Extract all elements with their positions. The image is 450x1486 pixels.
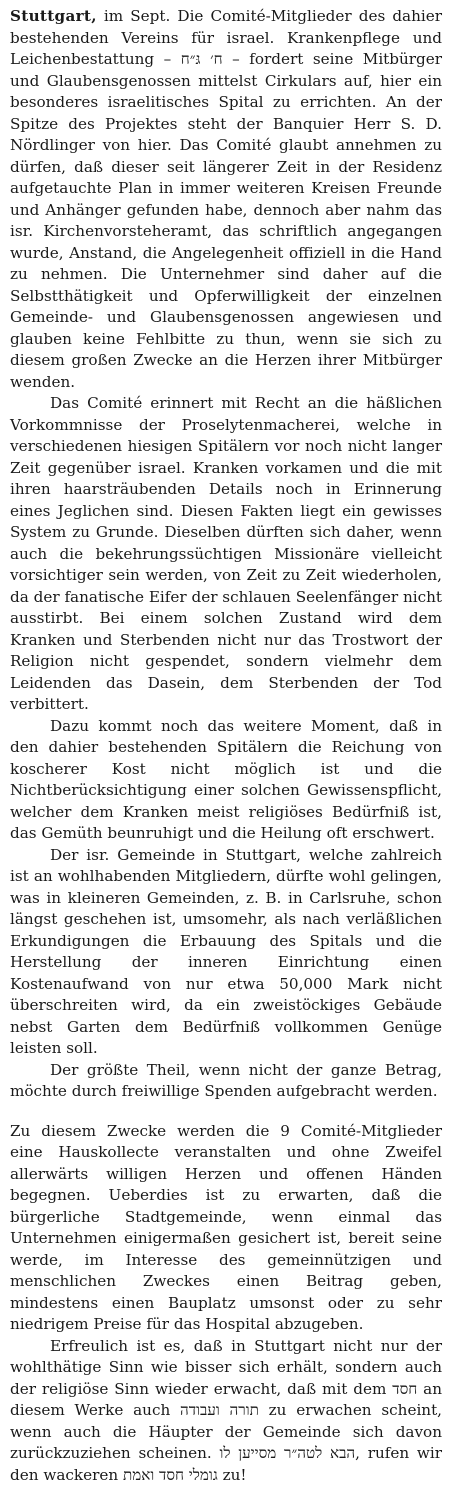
article-second-section — [10, 1121, 442, 1486]
article-paragraph-3: Dazu kommt noch das weitere Moment, daß in den dahier bestehenden Spitälern die Reichung von koscherer Kost nicht möglich ist und die Nichtberücksichtigung einer solchen Gewissenspflicht, welcher dem Kranken meist religiöses Bedürfniß ist, das Gemüth beunruhigt und die Heilung oft erschwert. — [10, 716, 442, 845]
article-paragraph-5: Der größte Theil, wenn nicht der ganze Betrag, möchte durch freiwillige Spenden aufgebracht werden. — [10, 1060, 442, 1103]
article-paragraph-6: Zu diesem Zwecke werden die 9 Comité-Mitglieder eine Hauskollecte veranstalten und ohne Zweifel allerwärts willigen Herzen und offenen Händen begegnen. Ueberdies ist zu erwarten, daß die bürgerliche Stadtgemeinde, wenn einmal das Unternehmen einigermaßen gesichert ist, bereit seine werde, im Interesse des gemeinnützigen und menschlichen Zweckes einen Beitrag geben, mindestens einen Bauplatz umsonst oder zu sehr niedrigem Preise für das Hospital abzugeben. — [10, 1121, 442, 1336]
article-paragraph-4: Der isr. Gemeinde in Stuttgart, welche zahlreich ist an wohlhabenden Mitgliedern, dürfte wohl gelingen, was in kleineren Gemeinden, z. B. in Carlsruhe, schon längst geschehen ist, umsomehr, als nach verläßlichen Erkundigungen die Erbauung des Spitals und die Herstellung der inneren Einrichtung einen Kostenaufwand von nur etwa 50,000 Mark nicht überschreiten wird, da ein zweistöckiges Gebäude nebst Garten dem Bedürfniß vollkommen Genüge leisten soll. — [10, 845, 442, 1060]
article-paragraph-1 — [10, 6, 442, 393]
paragraph-text: im Sept. Die Comité-Mitglieder des dahier bestehenden Vereins für israel. Krankenpflege und Leichenbestattung – ח׳ גּ״ח – fordert seine Mitbürger und Glaubensgenossen mittelst Cirkulars auf, hier ein besonderes israelitisches Spital zu errichten. An der Spitze des Projektes steht der Banquier Herr S. D. Nördlinger von hier. Das Comité glaubt annehmen zu dürfen, daß dieser seit längerer Zeit in der Residenz aufgetauchte Plan in immer weiteren Kreisen Freunde und Anhänger gefunden habe, dennoch aber nahm das isr. Kirchenvorsteheramt, das schriftlich angegangen wurde, Anstand, die Angelegenheit offiziell in die Hand zu nehmen. Die Unternehmer sind daher auf die Selbstthätigkeit und Opferwilligkeit der einzelnen Gemeinde- und Glaubensgenossen angewiesen und glauben keine Fehlbitte zu thun, wenn sie sich zu diesem großen Zwecke an die Herzen ihrer Mitbürger wenden. — [10, 7, 442, 391]
article-paragraph-2: Das Comité erinnert mit Recht an die häßlichen Vorkommnisse der Proselytenmacherei, welche in verschiedenen hiesigen Spitälern vor noch nicht langer Zeit gegenüber israel. Kranken vorkamen und die mit ihren haarsträubenden Details noch in Erinnerung eines Jeglichen sind. Diesen Fakten liegt ein gewisses System zu Grunde. Dieselben dürften sich daher, wenn auch die bekehrungssüchtigen Missionäre vielleicht vorsichtiger sein werden, von Zeit zu Zeit wiederholen, da der fanatische Eifer der schlauen Seelenfänger nicht ausstirbt. Bei einem solchen Zustand wird dem Kranken und Sterbenden nicht nur das Trostwort der Religion nicht gespendet, sondern vielmehr dem Leidenden das Dasein, dem Sterbenden der Tod verbittert. — [10, 393, 442, 716]
dateline-city: Stuttgart, — [10, 7, 97, 25]
section-gap — [10, 1103, 442, 1121]
article-paragraph-7: Erfreulich ist es, daß in Stuttgart nicht nur der wohlthätige Sinn wie bisser sich erhält, sondern auch der religiöse Sinn wieder erwacht, daß mit dem חסד an diesem Werke auch תורה ועבודה zu erwachen scheint, wenn auch die Häupter der Gemeinde sich davon zurückzuziehen scheinen. הבא לטה״ר מסייען לו, rufen wir den wackeren גומלי חסד ואמת zu! — [10, 1336, 442, 1486]
